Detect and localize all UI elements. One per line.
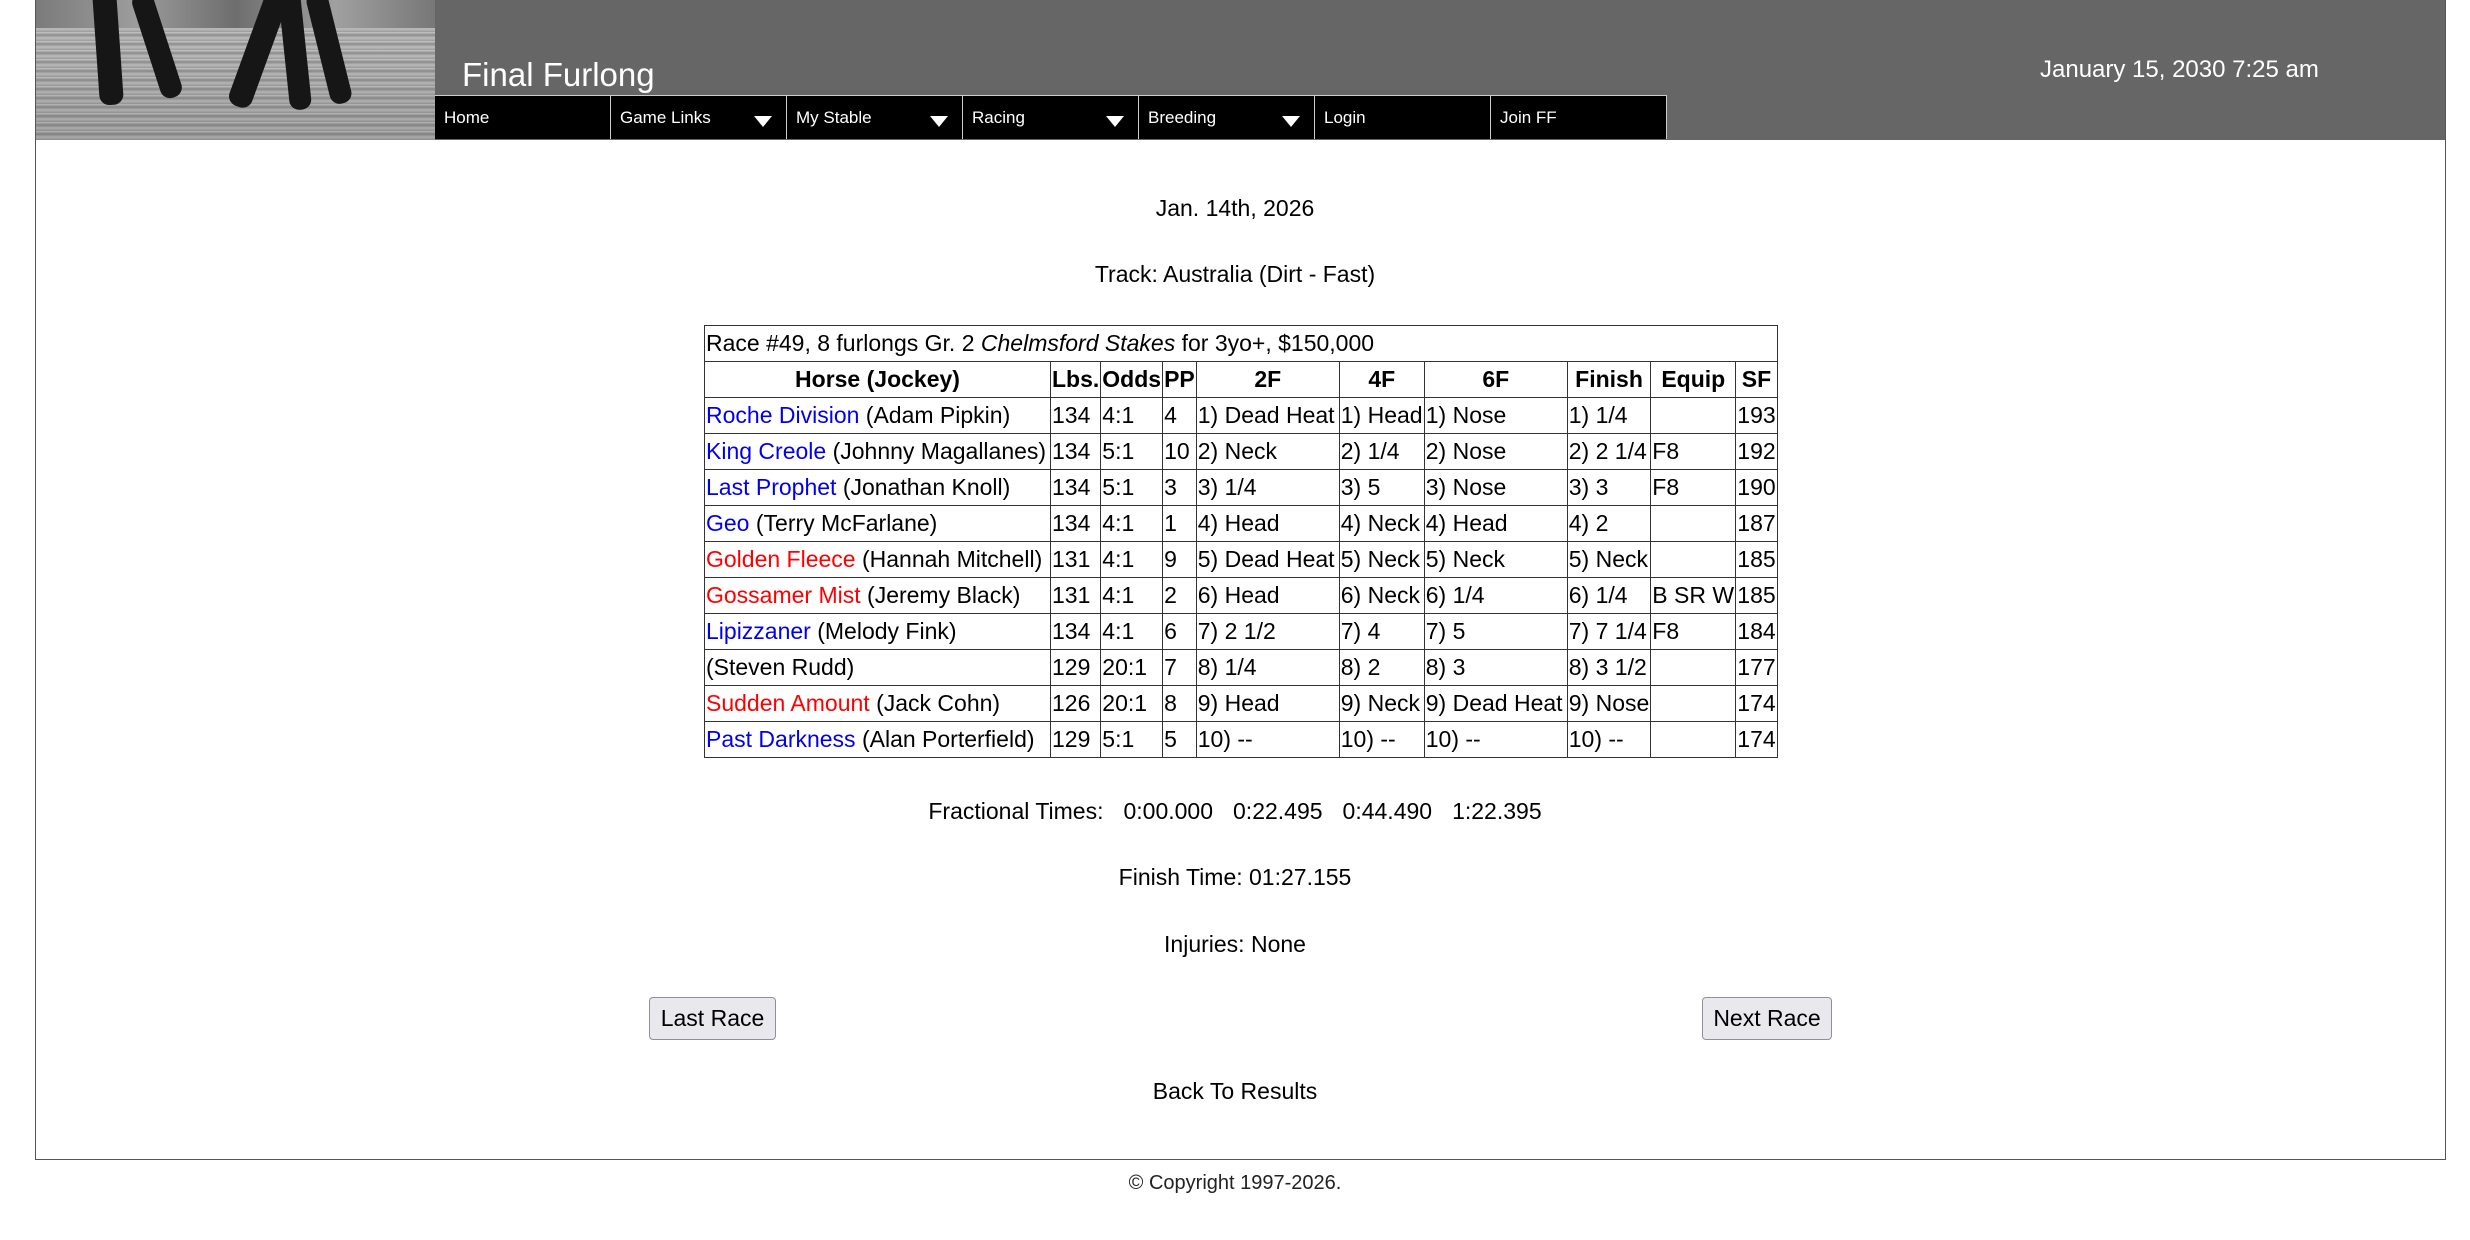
horse-jockey-cell	[705, 686, 1051, 722]
horse-jockey-cell	[705, 578, 1051, 614]
horse-jockey-cell	[705, 650, 1051, 686]
split-4f-cell: 7) 4	[1339, 614, 1424, 650]
split-6f-cell: 6) 1/4	[1424, 578, 1567, 614]
lbs-cell: 134	[1051, 398, 1101, 434]
speed-figure-cell: 192	[1736, 434, 1777, 470]
post-position-cell: 6	[1163, 614, 1197, 650]
finish-time: Finish Time: 01:27.155	[1118, 864, 1352, 890]
footer-copyright: © Copyright 1997-2026.	[1128, 1172, 1342, 1194]
split-4f-cell: 9) Neck	[1339, 686, 1424, 722]
main-nav	[435, 95, 1667, 139]
horse-link[interactable]: Last Prophet	[706, 474, 837, 500]
table-row	[705, 506, 1778, 542]
equipment-cell	[1651, 398, 1736, 434]
col-equip: Equip	[1651, 362, 1736, 398]
fractional-times-label: Fractional Times:	[928, 798, 1104, 824]
split-6f-cell: 9) Dead Heat	[1424, 686, 1567, 722]
equipment-cell: F8	[1651, 470, 1736, 506]
split-2f-cell: 4) Head	[1196, 506, 1339, 542]
equipment-cell	[1651, 506, 1736, 542]
equipment-cell: F8	[1651, 614, 1736, 650]
split-4f-cell: 3) 5	[1339, 470, 1424, 506]
jockey-name: (Jack Cohn)	[876, 690, 1001, 716]
finish-cell: 4) 2	[1567, 506, 1651, 542]
speed-figure-cell: 174	[1736, 722, 1777, 758]
split-6f-cell: 4) Head	[1424, 506, 1567, 542]
post-position-cell: 1	[1163, 506, 1197, 542]
split-2f-cell: 6) Head	[1196, 578, 1339, 614]
caret-down-icon	[1282, 116, 1300, 127]
finish-cell: 8) 3 1/2	[1567, 650, 1651, 686]
race-name: Chelmsford Stakes	[980, 330, 1176, 356]
nav-label: Join FF	[1500, 108, 1557, 127]
table-row	[705, 614, 1778, 650]
horse-jockey-cell	[705, 434, 1051, 470]
jockey-name: (Hannah Mitchell)	[861, 546, 1043, 572]
split-4f-cell: 6) Neck	[1339, 578, 1424, 614]
horse-link[interactable]: King Creole	[706, 438, 827, 464]
site-header	[36, 0, 2445, 140]
finish-cell: 7) 7 1/4	[1567, 614, 1651, 650]
horse-jockey-cell	[705, 542, 1051, 578]
split-6f-cell: 1) Nose	[1424, 398, 1567, 434]
speed-figure-cell: 187	[1736, 506, 1777, 542]
race-date: Jan. 14th, 2026	[1155, 195, 1315, 221]
split-6f-cell: 10) --	[1424, 722, 1567, 758]
equipment-cell	[1651, 686, 1736, 722]
post-position-cell: 7	[1163, 650, 1197, 686]
table-row	[705, 722, 1778, 758]
fractional-time: 0:22.495	[1233, 798, 1323, 824]
jockey-name: (Steven Rudd)	[706, 654, 855, 680]
odds-cell: 20:1	[1101, 650, 1163, 686]
split-4f-cell: 8) 2	[1339, 650, 1424, 686]
race-track: Track: Australia (Dirt - Fast)	[1094, 261, 1376, 287]
horse-link[interactable]: Geo	[706, 510, 750, 536]
post-position-cell: 8	[1163, 686, 1197, 722]
jockey-name: (Jeremy Black)	[867, 582, 1021, 608]
split-6f-cell: 5) Neck	[1424, 542, 1567, 578]
speed-figure-cell: 177	[1736, 650, 1777, 686]
fractional-times	[0, 800, 2470, 823]
horse-link[interactable]: Sudden Amount	[706, 690, 870, 716]
jockey-name: (Johnny Magallanes)	[832, 438, 1047, 464]
caret-down-icon	[754, 116, 772, 127]
nav-label: Home	[444, 108, 490, 127]
lbs-cell: 129	[1051, 650, 1101, 686]
odds-cell: 4:1	[1101, 578, 1163, 614]
fractional-time: 1:22.395	[1452, 798, 1542, 824]
split-2f-cell: 8) 1/4	[1196, 650, 1339, 686]
last-race-button[interactable]: Last Race	[649, 997, 776, 1040]
finish-cell: 3) 3	[1567, 470, 1651, 506]
col-2f: 2F	[1196, 362, 1339, 398]
race-caption	[705, 326, 1778, 362]
nav-label: Login	[1324, 108, 1366, 127]
table-row	[705, 470, 1778, 506]
lbs-cell: 126	[1051, 686, 1101, 722]
col-sf: SF	[1736, 362, 1777, 398]
fractional-time: 0:44.490	[1342, 798, 1433, 824]
post-position-cell: 10	[1163, 434, 1197, 470]
col-pp: PP	[1163, 362, 1197, 398]
split-2f-cell: 2) Neck	[1196, 434, 1339, 470]
race-caption-prefix: Race #49, 8 furlongs Gr. 2	[706, 330, 981, 356]
race-results-table	[704, 325, 1778, 758]
speed-figure-cell: 193	[1736, 398, 1777, 434]
odds-cell: 4:1	[1101, 614, 1163, 650]
lbs-cell: 134	[1051, 470, 1101, 506]
speed-figure-cell: 174	[1736, 686, 1777, 722]
horse-jockey-cell	[705, 614, 1051, 650]
split-4f-cell: 2) 1/4	[1339, 434, 1424, 470]
equipment-cell: F8	[1651, 434, 1736, 470]
split-4f-cell: 5) Neck	[1339, 542, 1424, 578]
server-clock: January 15, 2030 7:25 am	[2040, 56, 2319, 83]
odds-cell: 4:1	[1101, 506, 1163, 542]
jockey-name: (Alan Porterfield)	[861, 726, 1035, 752]
table-row	[705, 542, 1778, 578]
nav-label: My Stable	[796, 108, 872, 127]
horse-link[interactable]: Gossamer Mist	[706, 582, 861, 608]
nav-join-ff[interactable]	[1491, 96, 1667, 139]
nav-game-links[interactable]	[611, 96, 787, 139]
finish-cell: 2) 2 1/4	[1567, 434, 1651, 470]
injuries: Injuries: None	[1164, 931, 1306, 957]
table-header-row	[705, 362, 1778, 398]
site-title[interactable]: Final Furlong	[462, 56, 655, 93]
header-horse-legs-image	[36, 0, 435, 140]
finish-cell: 9) Nose	[1567, 686, 1651, 722]
odds-cell: 5:1	[1101, 722, 1163, 758]
post-position-cell: 2	[1163, 578, 1197, 614]
split-2f-cell: 5) Dead Heat	[1196, 542, 1339, 578]
nav-label: Racing	[972, 108, 1025, 127]
nav-breeding[interactable]	[1139, 96, 1315, 139]
finish-cell: 1) 1/4	[1567, 398, 1651, 434]
odds-cell: 4:1	[1101, 542, 1163, 578]
table-row	[705, 650, 1778, 686]
horse-link[interactable]: Past Darkness	[706, 726, 856, 752]
equipment-cell	[1651, 542, 1736, 578]
split-6f-cell: 3) Nose	[1424, 470, 1567, 506]
split-6f-cell: 7) 5	[1424, 614, 1567, 650]
nav-home[interactable]	[435, 96, 611, 139]
col-4f: 4F	[1339, 362, 1424, 398]
lbs-cell: 134	[1051, 434, 1101, 470]
horse-link[interactable]: Lipizzaner	[706, 618, 811, 644]
table-caption-row	[705, 326, 1778, 362]
post-position-cell: 3	[1163, 470, 1197, 506]
equipment-cell: B SR W	[1651, 578, 1736, 614]
speed-figure-cell: 185	[1736, 578, 1777, 614]
next-race-button[interactable]: Next Race	[1702, 997, 1832, 1040]
split-2f-cell: 9) Head	[1196, 686, 1339, 722]
split-2f-cell: 7) 2 1/2	[1196, 614, 1339, 650]
lbs-cell: 129	[1051, 722, 1101, 758]
lbs-cell: 131	[1051, 578, 1101, 614]
col-horse-jockey: Horse (Jockey)	[705, 362, 1051, 398]
back-to-results-link[interactable]: Back To Results	[1152, 1078, 1318, 1104]
equipment-cell	[1651, 650, 1736, 686]
post-position-cell: 5	[1163, 722, 1197, 758]
caret-down-icon	[930, 116, 948, 127]
horse-link[interactable]: Golden Fleece	[706, 546, 856, 572]
horse-link[interactable]: Roche Division	[706, 402, 860, 428]
jockey-name: (Jonathan Knoll)	[842, 474, 1011, 500]
table-row	[705, 686, 1778, 722]
lbs-cell: 134	[1051, 614, 1101, 650]
split-6f-cell: 8) 3	[1424, 650, 1567, 686]
col-finish: Finish	[1567, 362, 1651, 398]
equipment-cell	[1651, 722, 1736, 758]
finish-cell: 6) 1/4	[1567, 578, 1651, 614]
split-2f-cell: 3) 1/4	[1196, 470, 1339, 506]
horse-jockey-cell	[705, 470, 1051, 506]
odds-cell: 5:1	[1101, 470, 1163, 506]
speed-figure-cell: 190	[1736, 470, 1777, 506]
fractional-time: 0:00.000	[1123, 798, 1214, 824]
col-lbs: Lbs.	[1051, 362, 1101, 398]
odds-cell: 20:1	[1101, 686, 1163, 722]
nav-my-stable[interactable]	[787, 96, 963, 139]
split-2f-cell: 10) --	[1196, 722, 1339, 758]
odds-cell: 4:1	[1101, 398, 1163, 434]
col-odds: Odds	[1101, 362, 1163, 398]
jockey-name: (Adam Pipkin)	[865, 402, 1011, 428]
lbs-cell: 131	[1051, 542, 1101, 578]
speed-figure-cell: 185	[1736, 542, 1777, 578]
finish-cell: 10) --	[1567, 722, 1651, 758]
lbs-cell: 134	[1051, 506, 1101, 542]
jockey-name: (Terry McFarlane)	[755, 510, 938, 536]
split-6f-cell: 2) Nose	[1424, 434, 1567, 470]
split-2f-cell: 1) Dead Heat	[1196, 398, 1339, 434]
split-4f-cell: 1) Head	[1339, 398, 1424, 434]
table-row	[705, 578, 1778, 614]
post-position-cell: 9	[1163, 542, 1197, 578]
horse-jockey-cell	[705, 506, 1051, 542]
nav-label: Game Links	[620, 108, 711, 127]
post-position-cell: 4	[1163, 398, 1197, 434]
table-row	[705, 434, 1778, 470]
horse-jockey-cell	[705, 722, 1051, 758]
nav-login[interactable]	[1315, 96, 1491, 139]
jockey-name: (Melody Fink)	[817, 618, 957, 644]
nav-label: Breeding	[1148, 108, 1217, 127]
horse-jockey-cell	[705, 398, 1051, 434]
table-row	[705, 398, 1778, 434]
col-6f: 6F	[1424, 362, 1567, 398]
odds-cell: 5:1	[1101, 434, 1163, 470]
caret-down-icon	[1106, 116, 1124, 127]
speed-figure-cell: 184	[1736, 614, 1777, 650]
split-4f-cell: 4) Neck	[1339, 506, 1424, 542]
split-4f-cell: 10) --	[1339, 722, 1424, 758]
nav-racing[interactable]	[963, 96, 1139, 139]
finish-cell: 5) Neck	[1567, 542, 1651, 578]
race-caption-suffix: for 3yo+, $150,000	[1175, 330, 1375, 356]
